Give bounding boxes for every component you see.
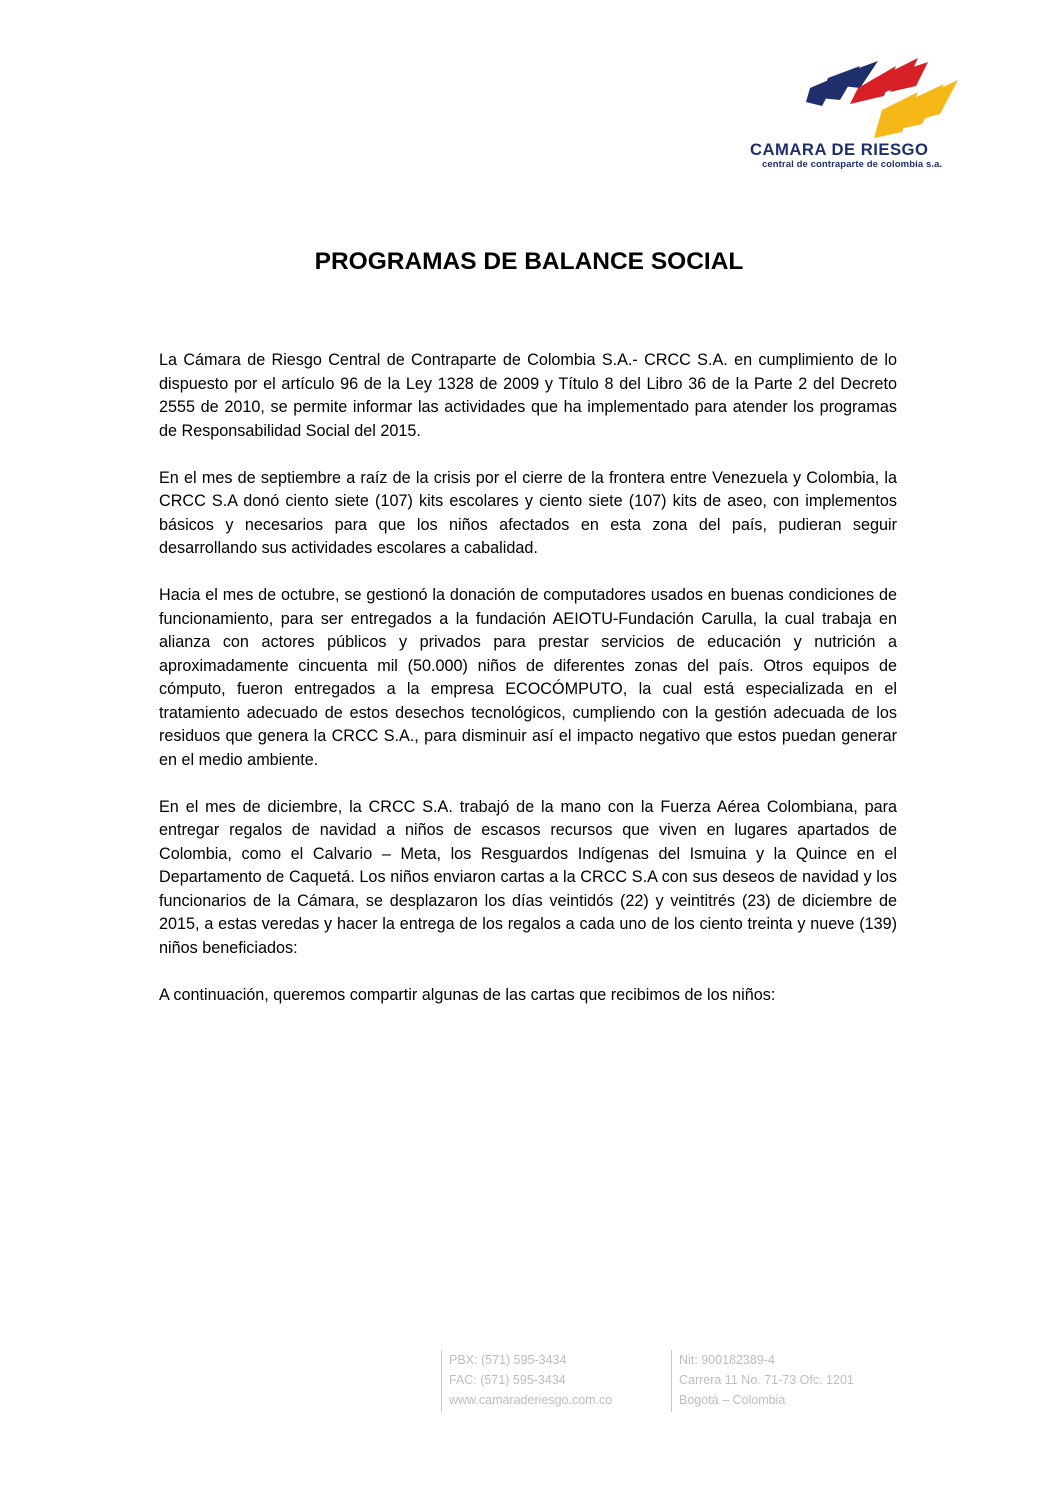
footer-address: Carrera 11 No. 71-73 Ofc. 1201 (679, 1373, 854, 1387)
footer-website-link[interactable]: www.camaraderiesgo.com.co (449, 1393, 613, 1407)
logo-name: CAMARA DE RIESGO (750, 140, 929, 159)
paragraph-october: Hacia el mes de octubre, se gestionó la donación de computadores usados en buenas condiciones de funcionamiento, para ser entregados a la fundación AEIOTU-Fundación Carulla, la cual trabaja en alianza con actores públicos y privados para prestar servicios de educación y nutrición a aproximadamente cincuenta mil (50.000) niños de diferentes zonas del país. Otros equipos de cómputo, fueron entregados a la empresa ECOCÓMPUTO, la cual está especializada en el tratamiento adecuado de estos desechos tecnológicos, cumpliendo con la gestión adecuada de los residuos que genera la CRCC S.A., para disminuir así el impacto negativo que estos puedan generar en el medio ambiente. (159, 586, 897, 769)
paragraph-letters: A continuación, queremos compartir algunas de las cartas que recibimos de los niños: (159, 985, 776, 1004)
paragraph-december: En el mes de diciembre, la CRCC S.A. trabajó de la mano con la Fuerza Aérea Colombiana, para entregar regalos de navidad a niños de escasos recursos que viven en lugares apartados de Colombia, como el Calvario – Meta, los Resguardos Indígenas del Ismuina y la Quince en el Departamento de Caquetá. Los niños enviaron cartas a la CRCC S.A con sus deseos de navidad y los funcionarios de la Cámara, se desplazaron los días veintidós (22) y veintitrés (23) de diciembre de 2015, a estas veredas y hacer la entrega de los regalos a cada uno de los ciento treinta y nueve (139) niños beneficiados: (159, 797, 897, 957)
footer-contact-column (441, 1350, 612, 1412)
footer-nit: Nit: 900182389-4 (679, 1353, 775, 1367)
paragraph-september: En el mes de septiembre a raíz de la crisis por el cierre de la frontera entre Venezuela y Colombia, la CRCC S.A donó ciento siete (107) kits escolares y ciento siete (107) kits de aseo, con implementos básicos y necesarios para que los niños afectados en esta zona del país, pudieran seguir desarrollando sus actividades escolares a cabalidad. (159, 468, 897, 557)
footer-fax: FAC: (571) 595-3434 (449, 1373, 566, 1387)
logo-subtitle: central de contraparte de colombia s.a. (762, 159, 943, 170)
company-logo (748, 58, 970, 178)
document-body (159, 349, 897, 1031)
footer-pbx: PBX: (571) 595-3434 (449, 1353, 567, 1367)
document-title: PROGRAMAS DE BALANCE SOCIAL (314, 248, 744, 275)
paragraph-intro: La Cámara de Riesgo Central de Contraparte de Colombia S.A.- CRCC S.A. en cumplimiento de lo dispuesto por el artículo 96 de la Ley 1328 de 2009 y Título 8 del Libro 36 de la Parte 2 del Decreto 2555 de 2010, se permite informar las actividades que ha implementado para atender los programas de Responsabilidad Social del 2015. (159, 351, 897, 440)
logo-stripes-icon (798, 58, 968, 140)
footer-address-column (671, 1350, 854, 1412)
footer-city: Bogotá – Colombia (679, 1393, 786, 1407)
